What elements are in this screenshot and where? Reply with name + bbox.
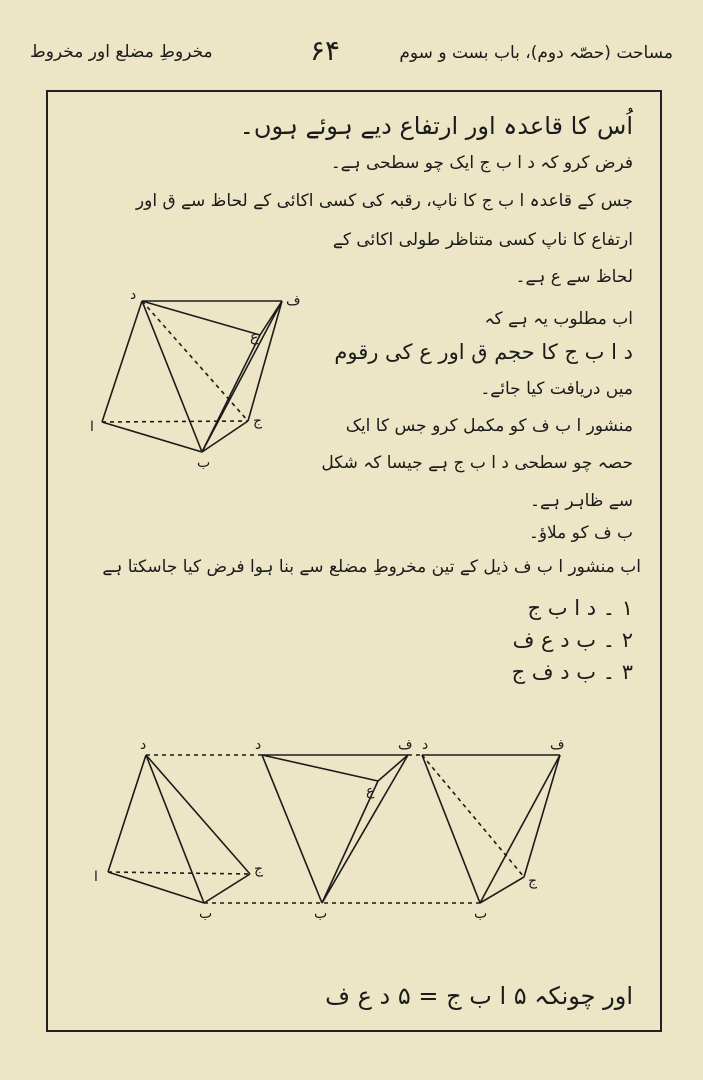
fig3-label-d: د xyxy=(422,737,429,753)
fig2-label-d: د xyxy=(255,737,262,753)
list-item-2: ۲ ۔ ب د ع ف xyxy=(512,628,633,652)
label-b: ب xyxy=(197,455,211,471)
label-j: ج xyxy=(253,413,263,429)
text-line-6: اب مطلوب یہ ہے کہ xyxy=(484,309,633,329)
text-line-10: حصہ چو سطحی د ا ب ج ہے جیسا کہ شکل xyxy=(321,453,633,473)
label-a: ا xyxy=(90,419,94,435)
label-e: ع xyxy=(250,329,259,345)
fig2-label-e: ع xyxy=(366,783,375,799)
fig1-label-d: د xyxy=(140,737,147,753)
label-d: د xyxy=(130,287,137,303)
page-number: ۶۴ xyxy=(310,34,341,67)
text-line-11: سے ظاہر ہے۔ xyxy=(530,491,633,511)
text-line-9: منشور ا ب ف کو مکمل کرو جس کا ایک xyxy=(345,416,633,436)
fig1-label-j: ج xyxy=(254,861,264,877)
decomposition-figure xyxy=(94,735,570,925)
label-f: ف xyxy=(286,293,301,309)
text-line-8: میں دریافت کیا جائے۔ xyxy=(480,379,633,399)
fig3-label-f: ف xyxy=(550,737,565,753)
fig1-label-a: ا xyxy=(94,869,98,885)
text-line-12: ب ف کو ملاؤ۔ xyxy=(528,523,633,543)
text-line-13: اب منشور ا ب ف ذیل کے تین مخروطِ مضلع سے بنا ہوا فرض کیا جاسکتا ہے xyxy=(102,557,641,577)
fig3-label-j: ج xyxy=(528,873,538,889)
running-header-section: مخروطِ مضلع اور مخروط xyxy=(30,42,213,62)
text-line-7: د ا ب ج کا حجم ق اور ع کی رقوم xyxy=(334,340,633,364)
list-item-1: ۱ ۔ د ا ب ج xyxy=(527,596,633,620)
equation-line: اور چونکہ ۵ ا ب ج = ۵ د ع ف xyxy=(325,982,633,1010)
fig3-label-b: ب xyxy=(474,906,488,922)
running-header-title: مساحت (حصّہ دوم)، باب بست و سوم xyxy=(399,43,673,63)
fig2-label-f: ف xyxy=(398,737,413,753)
fig2-label-b: ب xyxy=(314,906,328,922)
text-line-2: فرض کرو کہ د ا ب ج ایک چو سطحی ہے۔ xyxy=(330,153,633,173)
text-line-3: جس کے قاعدہ ا ب ج کا ناپ، رقبہ کی کسی اکائی کے لحاظ سے ق اور xyxy=(135,191,633,211)
tetrahedron-figure xyxy=(90,285,301,471)
text-line-5: لحاظ سے ع ہے۔ xyxy=(515,267,633,287)
fig1-label-b: ب xyxy=(199,906,213,922)
text-line-1: اُس کا قاعدہ اور ارتفاع دیے ہوئے ہوں۔ xyxy=(239,112,633,140)
text-line-4: ارتفاع کا ناپ کسی متناظر طولی اکائی کے xyxy=(332,230,633,250)
list-item-3: ۳ ۔ ب د ف ج xyxy=(511,660,633,684)
